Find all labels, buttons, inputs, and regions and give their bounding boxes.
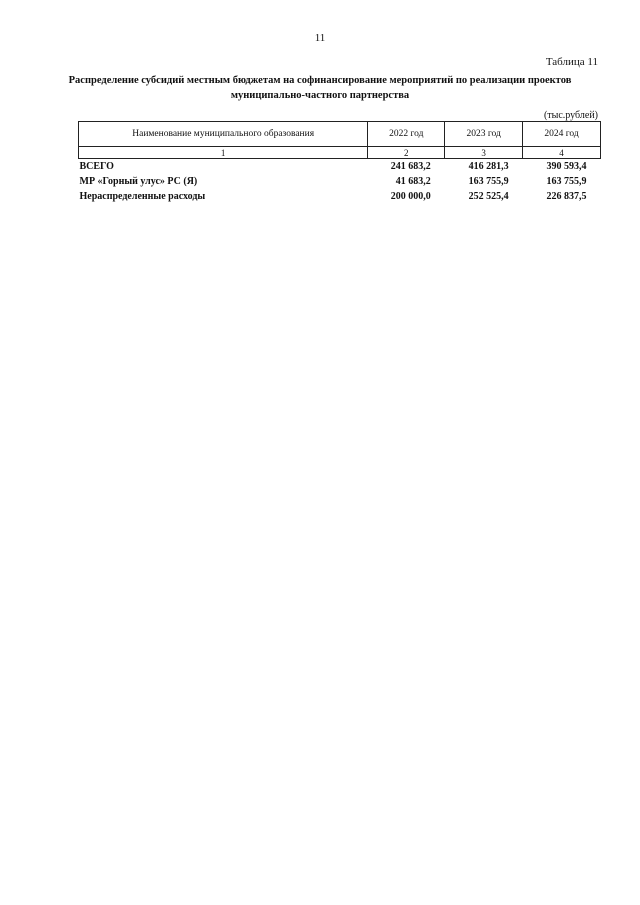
- row-name: Нераспределенные расходы: [79, 191, 206, 202]
- value-2023: 252 525,4: [468, 191, 509, 202]
- page-number: 11: [314, 32, 326, 44]
- table-row-total: [79, 159, 601, 175]
- row-name: ВСЕГО: [79, 161, 114, 172]
- document-title: Распределение субсидий местным бюджетам на софинансирование мероприятий по реализации проектов муниципально-частного партнерства: [68, 75, 572, 101]
- value-2024: 226 837,5: [546, 191, 587, 202]
- value-2022: 241 683,2: [390, 161, 431, 172]
- value-2024: 390 593,4: [546, 161, 587, 172]
- header-2022: 2022 год: [368, 122, 445, 147]
- column-number: 3: [445, 147, 523, 159]
- column-number: 2: [368, 147, 445, 159]
- value-2022: 200 000,0: [390, 191, 431, 202]
- column-number-row: [79, 147, 601, 159]
- table-row-unallocated: [79, 189, 601, 204]
- header-2024: 2024 год: [523, 122, 601, 147]
- value-2023: 416 281,3: [468, 161, 509, 172]
- column-number: 1: [79, 147, 368, 159]
- table-header-row: [79, 122, 601, 147]
- value-2024: 163 755,9: [546, 176, 587, 187]
- column-number: 4: [523, 147, 601, 159]
- table-row-gorny-ulus: [79, 174, 601, 189]
- value-2022: 41 683,2: [395, 176, 431, 187]
- value-2023: 163 755,9: [468, 176, 509, 187]
- row-name: МР «Горный улус» РС (Я): [79, 176, 198, 187]
- unit-note: (тыс.рублей): [543, 110, 598, 121]
- table-label: Таблица 11: [545, 56, 598, 68]
- header-2023: 2023 год: [445, 122, 523, 147]
- subsidy-table: [78, 121, 601, 204]
- header-municipality: Наименование муниципального образования: [79, 122, 368, 147]
